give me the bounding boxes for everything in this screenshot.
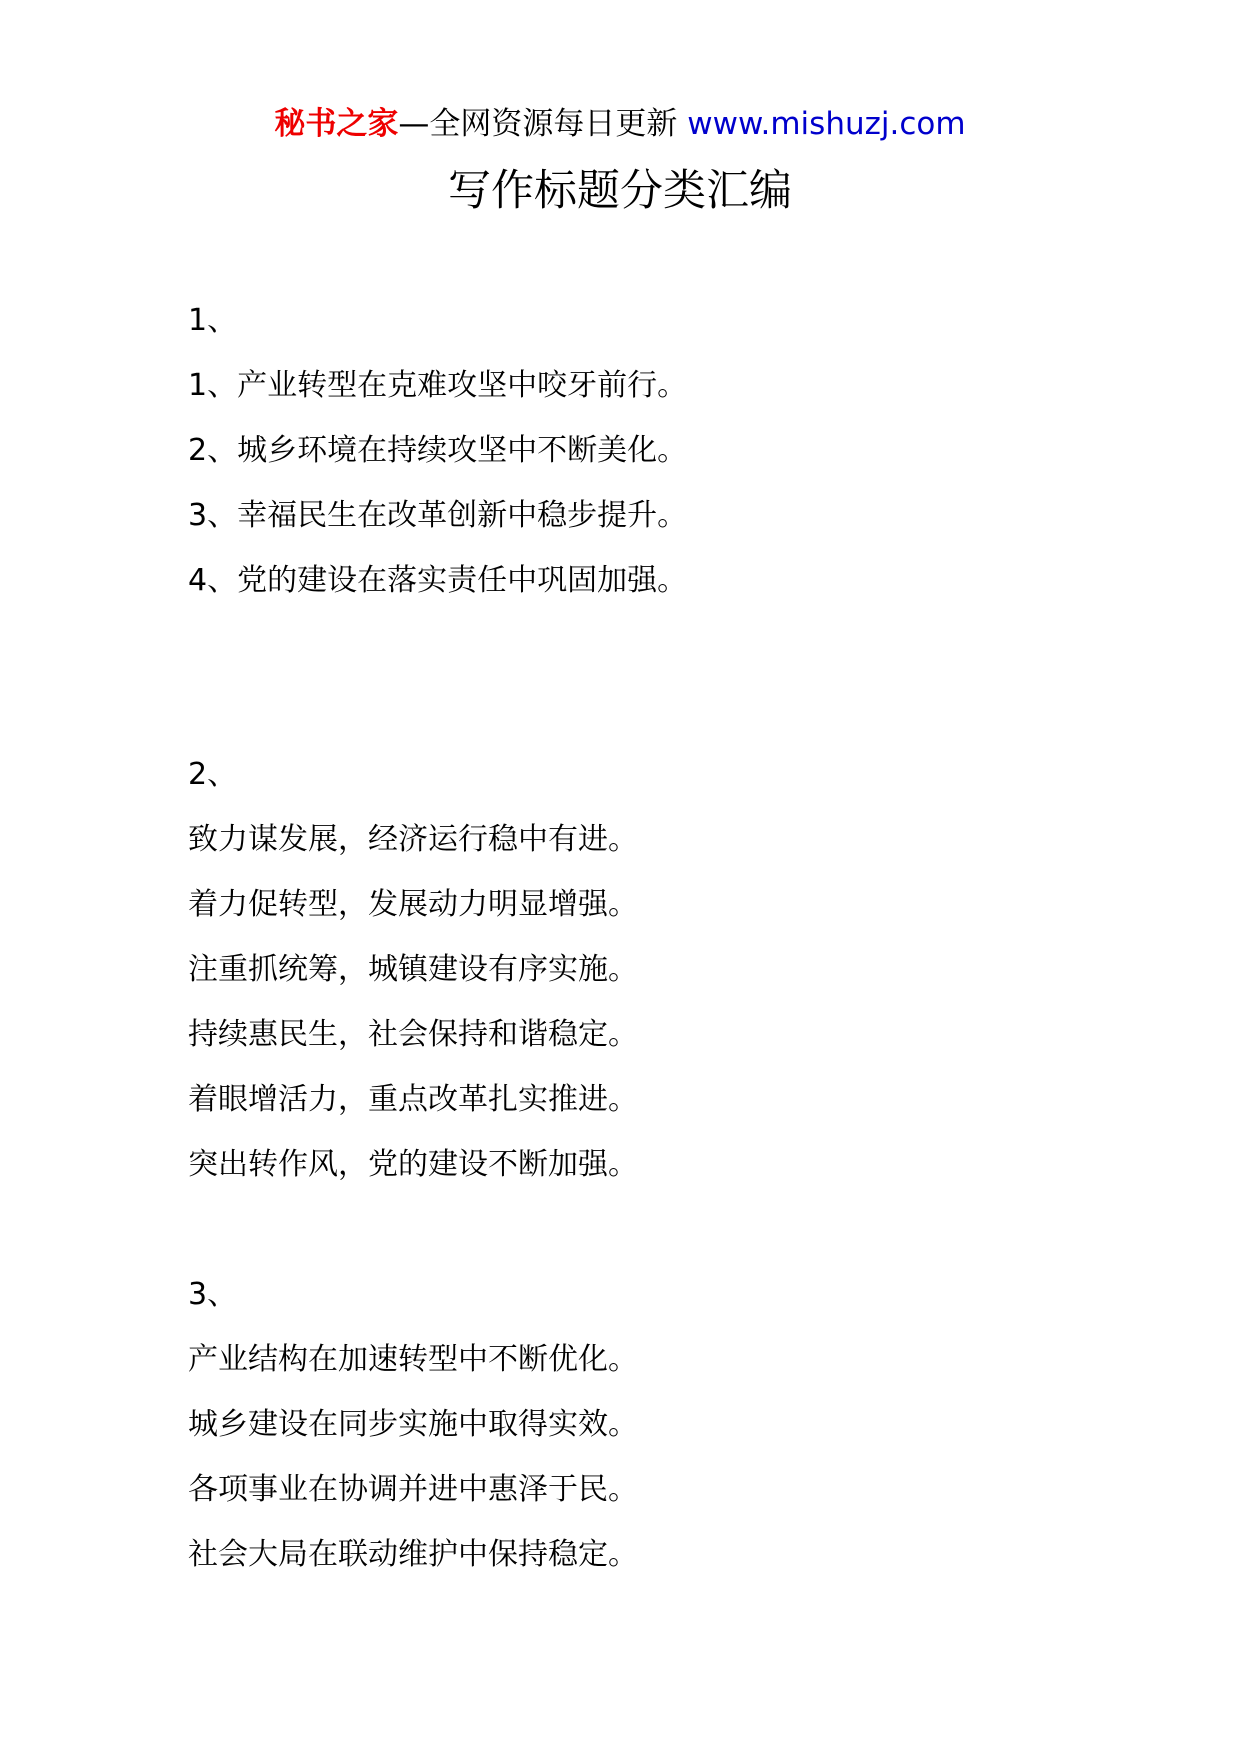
section-line: 产业结构在加速转型中不断优化。 (188, 1342, 638, 1377)
section-line: 致力谋发展，经济运行稳中有进。 (188, 822, 638, 857)
section-2 (188, 742, 1088, 1197)
section-line: 3、幸福民生在改革创新中稳步提升。 (188, 498, 688, 533)
section-3 (188, 1262, 1088, 1587)
section-line: 着力促转型，发展动力明显增强。 (188, 887, 638, 922)
section-number: 1、 (188, 303, 238, 338)
section-line: 4、党的建设在落实责任中巩固加强。 (188, 563, 688, 598)
brand-name: 秘书之家 (274, 106, 399, 142)
section-line: 注重抓统筹，城镇建设有序实施。 (188, 952, 638, 987)
section-line: 社会大局在联动维护中保持稳定。 (188, 1537, 638, 1572)
section-line: 1、产业转型在克难攻坚中咬牙前行。 (188, 368, 688, 403)
site-url-link[interactable]: www.mishuzj.com (687, 106, 966, 142)
document-title: 写作标题分类汇编 (448, 166, 792, 216)
section-line: 城乡建设在同步实施中取得实效。 (188, 1407, 638, 1442)
section-line: 突出转作风，党的建设不断加强。 (188, 1147, 638, 1182)
section-line: 2、城乡环境在持续攻坚中不断美化。 (188, 433, 688, 468)
section-1 (188, 288, 1088, 613)
section-line: 持续惠民生，社会保持和谐稳定。 (188, 1017, 638, 1052)
section-number: 3、 (188, 1277, 238, 1312)
header-tagline: —全网资源每日更新 (398, 106, 688, 142)
site-header (0, 100, 1240, 148)
section-line: 各项事业在协调并进中惠泽于民。 (188, 1472, 638, 1507)
section-line: 着眼增活力，重点改革扎实推进。 (188, 1082, 638, 1117)
section-number: 2、 (188, 757, 238, 792)
